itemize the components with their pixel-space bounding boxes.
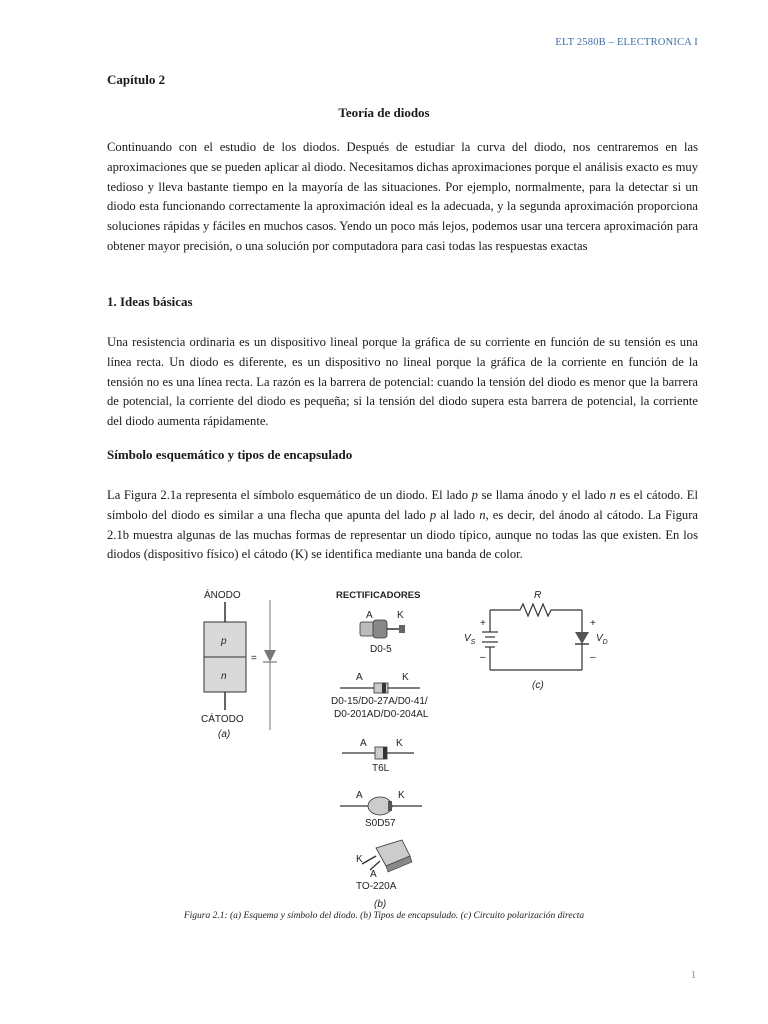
resistor-label: R	[534, 590, 542, 601]
d015-package-icon	[340, 683, 420, 693]
intro-paragraph: Continuando con el estudio de los diodos. Después de estudiar la curva del diodo, nos centraremos en las aproximaciones que se pueden aplicar al diodo. Necesitamos dichas aproximaciones porque el análisis exacto es muy tedioso y lleva bastante tiempo en la mayoría de las situaciones. Por ejemplo, normalmente, para la detectar si un diodo esta funcionando correctamente la aproximación ideal es la adecuada, y la segunda aproximación proporciona soluciones rápidas y fáciles en muchos casos. Yendo un poco más lejos, podemos usar una tercera aproximación para obtener mayor precisión, o una solución por computadora para casi todas las respuestas exactas	[107, 140, 699, 253]
battery-plus: +	[480, 618, 486, 629]
to220-package-icon	[362, 840, 412, 872]
vs-subscript: S	[470, 639, 476, 646]
d015-anode-label: A	[356, 672, 363, 683]
page-title: Teoría de diodos	[338, 105, 430, 120]
to220-label: TO-220A	[356, 881, 397, 892]
chapter-heading: Capítulo 2	[107, 72, 166, 87]
section-heading-ideas: 1. Ideas básicas	[107, 294, 193, 309]
simbolo-p-1: p	[471, 488, 478, 502]
simbolo-text-4: al lado	[436, 507, 480, 522]
s0d57-label: S0D57	[365, 818, 396, 829]
simbolo-text-1: La Figura 2.1a representa el símbolo esquemático de un diodo. El lado	[107, 488, 472, 502]
rectifiers-title: RECTIFICADORES	[336, 590, 421, 601]
to220-anode-label: A	[370, 869, 377, 880]
d05-cathode-label: K	[397, 610, 404, 621]
t6l-package-icon	[342, 747, 414, 759]
simbolo-text-2: se llama ánodo y el lado	[477, 488, 610, 502]
d05-label: D0-5	[370, 644, 392, 655]
resistor-icon	[490, 604, 582, 616]
simbolo-p-2: p	[429, 507, 437, 522]
s0d57-cathode-label: K	[398, 790, 405, 801]
diode-plus: +	[590, 618, 596, 629]
diode-symbol-icon	[264, 650, 276, 662]
vd-subscript: D	[602, 639, 608, 646]
d015-cathode-label: K	[402, 672, 409, 683]
vs-label	[464, 633, 476, 646]
simbolo-paragraph	[107, 486, 698, 565]
d015-label-line2: D0-201AD/D0-204AL	[334, 709, 429, 720]
section-heading-simbolo: Símbolo esquemático y tipos de encapsulado	[107, 447, 353, 462]
d05-anode-label: A	[366, 610, 373, 621]
diode-minus: –	[590, 652, 596, 663]
vd-v: V	[596, 633, 603, 644]
equals-sign: =	[251, 653, 257, 664]
d05-package-icon	[360, 620, 405, 638]
d015-label-line1: D0-15/D0-27A/D0-41/	[331, 696, 428, 707]
vs-v: V	[464, 633, 471, 644]
vd-label	[596, 633, 608, 646]
simbolo-text-3: es el cátodo. El símbolo del diodo es similar a una flecha que apunta del lado	[107, 488, 698, 522]
figure-b-label: (b)	[374, 899, 387, 910]
simbolo-n-1: n	[609, 488, 616, 502]
figure-c	[464, 590, 608, 691]
figure-c-label: (c)	[532, 680, 544, 691]
simbolo-text-5: , es decir, del ánodo al cátodo. La Figura 2.1b muestra algunas de las muchas formas de representar un diodo típico, aunque no todas las que existen. En los diodos (dispositivo físico) el cátodo (K) se identifica mediante una banda de color.	[107, 507, 698, 562]
figure-b	[331, 590, 429, 910]
page-number: 1	[691, 970, 696, 981]
ideas-paragraph: Una resistencia ordinaria es un dispositivo lineal porque la gráfica de su corriente en función de su tensión es una línea recta. Un diodo es diferente, es un dispositivo no lineal porque la gráfica de la corriente en función de la tensión no es una línea recta. La razón es la barrera de potencial: cuando la tensión del diodo es menor que la barrera de potencial, la corriente del diodo es pequeña; si la tensión del diodo supera esta barrera de potencial, la corriente del diodo aumenta rápidamente.	[107, 335, 698, 429]
to220-cathode-label: K	[356, 854, 363, 865]
simbolo-n-2: n	[479, 507, 486, 522]
figure-caption: Figura 2.1: (a) Esquema y símbolo del diodo. (b) Tipos de encapsulado. (c) Circuito polarización directa	[183, 911, 585, 921]
figure-a	[201, 588, 277, 740]
battery-minus: –	[480, 652, 486, 663]
t6l-label: T6L	[372, 763, 390, 774]
p-region-label: p	[221, 636, 227, 647]
figure-a-label: (a)	[218, 729, 231, 740]
t6l-cathode-label: K	[396, 738, 403, 749]
t6l-anode-label: A	[360, 738, 367, 749]
n-region-label: n	[221, 671, 227, 682]
s0d57-anode-label: A	[356, 790, 363, 801]
figure-2-1	[190, 580, 610, 915]
course-header: ELT 2580B – ELECTRONICA I	[555, 37, 698, 48]
anode-label: ÁNODO	[204, 590, 241, 601]
circuit-diode-icon	[575, 632, 589, 644]
cathode-label: CÁTODO	[201, 714, 244, 725]
s0d57-package-icon	[340, 797, 422, 815]
